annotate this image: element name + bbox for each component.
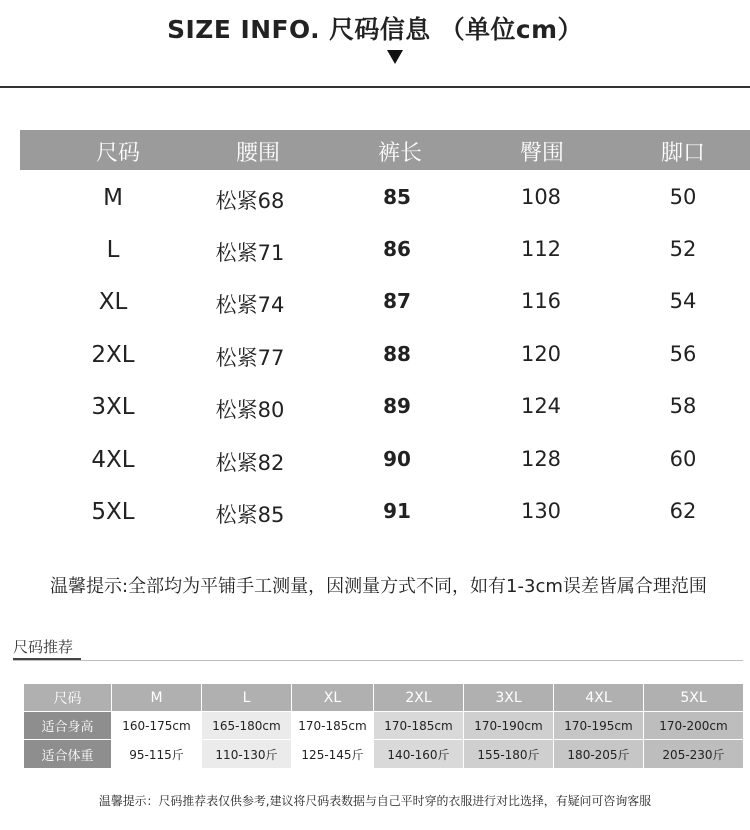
height-range-cell: 170-185cm (292, 712, 374, 740)
recommend-header-cell: 4XL (554, 684, 644, 712)
waist-cell: 松紧85 (215, 503, 285, 527)
waist-cell: 松紧77 (215, 346, 285, 370)
header-waist: 腰围 (235, 141, 281, 166)
weight-range-cell: 205-230斤 (644, 740, 744, 769)
weight-range-cell: 110-130斤 (202, 740, 292, 769)
header-hip: 臀围 (519, 141, 565, 166)
hip-cell: 120 (520, 342, 562, 366)
height-range-cell: 165-180cm (202, 712, 292, 740)
waist-cell: 松紧74 (215, 293, 285, 317)
table-row (0, 390, 750, 430)
recommend-header-cell: 2XL (374, 684, 464, 712)
size-cell: 3XL (91, 394, 135, 420)
hem-cell: 56 (669, 342, 697, 366)
length-cell: 88 (383, 342, 411, 366)
size-table-header (20, 130, 750, 170)
divider (13, 660, 743, 661)
recommend-header-size: 尺码 (24, 684, 112, 712)
recommend-header-cell: 3XL (464, 684, 554, 712)
height-range-cell: 170-195cm (554, 712, 644, 740)
hip-cell: 108 (520, 185, 562, 209)
height-range-cell: 170-200cm (644, 712, 744, 740)
height-range-cell: 170-185cm (374, 712, 464, 740)
size-cell: M (103, 185, 123, 211)
table-row (0, 233, 750, 273)
recommend-section-label: 尺码推荐 (13, 638, 74, 656)
page-title: SIZE INFO. 尺码信息 （单位cm） (167, 15, 583, 44)
row-label-height: 适合身高 (24, 712, 112, 740)
length-cell: 86 (383, 237, 411, 261)
length-cell: 87 (383, 289, 411, 313)
table-row (0, 495, 750, 535)
weight-range-cell: 125-145斤 (292, 740, 374, 769)
waist-cell: 松紧71 (215, 241, 285, 265)
table-row (0, 338, 750, 378)
recommend-header-cell: XL (292, 684, 374, 712)
hip-cell: 116 (520, 289, 562, 313)
height-range-cell: 170-190cm (464, 712, 554, 740)
recommend-header-cell: L (202, 684, 292, 712)
hem-cell: 54 (669, 289, 697, 313)
table-row (0, 181, 750, 221)
size-cell: XL (98, 289, 128, 315)
hip-cell: 112 (520, 237, 562, 261)
weight-range-cell: 140-160斤 (374, 740, 464, 769)
length-cell: 85 (383, 185, 411, 209)
length-cell: 90 (383, 447, 411, 471)
hip-cell: 130 (520, 499, 562, 523)
waist-cell: 松紧68 (215, 189, 285, 213)
header-length: 裤长 (377, 141, 423, 166)
weight-range-cell: 180-205斤 (554, 740, 644, 769)
recommend-header-cell: 5XL (644, 684, 744, 712)
table-row (0, 443, 750, 483)
height-range-cell: 160-175cm (112, 712, 202, 740)
waist-cell: 松紧82 (215, 451, 285, 475)
hem-cell: 62 (669, 499, 697, 523)
recommend-header-cell: M (112, 684, 202, 712)
recommend-note: 温馨提示：尺码推荐表仅供参考,建议将尺码表数据与自己平时穿的衣服进行对比选择，有疑问可咨询客服 (98, 794, 652, 808)
length-cell: 89 (383, 394, 411, 418)
size-cell: 5XL (91, 499, 135, 525)
row-label-weight: 适合体重 (24, 740, 112, 769)
hip-cell: 128 (520, 447, 562, 471)
hip-cell: 124 (520, 394, 562, 418)
size-cell: L (106, 237, 120, 263)
weight-range-cell: 155-180斤 (464, 740, 554, 769)
recommend-table (24, 684, 744, 769)
table-row (0, 285, 750, 325)
section-underline (13, 658, 81, 660)
hem-cell: 52 (669, 237, 697, 261)
down-arrow-icon (387, 50, 403, 64)
size-cell: 4XL (91, 447, 135, 473)
length-cell: 91 (383, 499, 411, 523)
header-hem: 脚口 (660, 141, 706, 166)
hem-cell: 60 (669, 447, 697, 471)
hem-cell: 58 (669, 394, 697, 418)
header-size: 尺码 (95, 141, 141, 166)
weight-range-cell: 95-115斤 (112, 740, 202, 769)
waist-cell: 松紧80 (215, 398, 285, 422)
measurement-note: 温馨提示:全部均为平铺手工测量，因测量方式不同，如有1-3cm误差皆属合理范围 (50, 576, 707, 597)
divider (0, 86, 750, 88)
hem-cell: 50 (669, 185, 697, 209)
size-cell: 2XL (91, 342, 135, 368)
